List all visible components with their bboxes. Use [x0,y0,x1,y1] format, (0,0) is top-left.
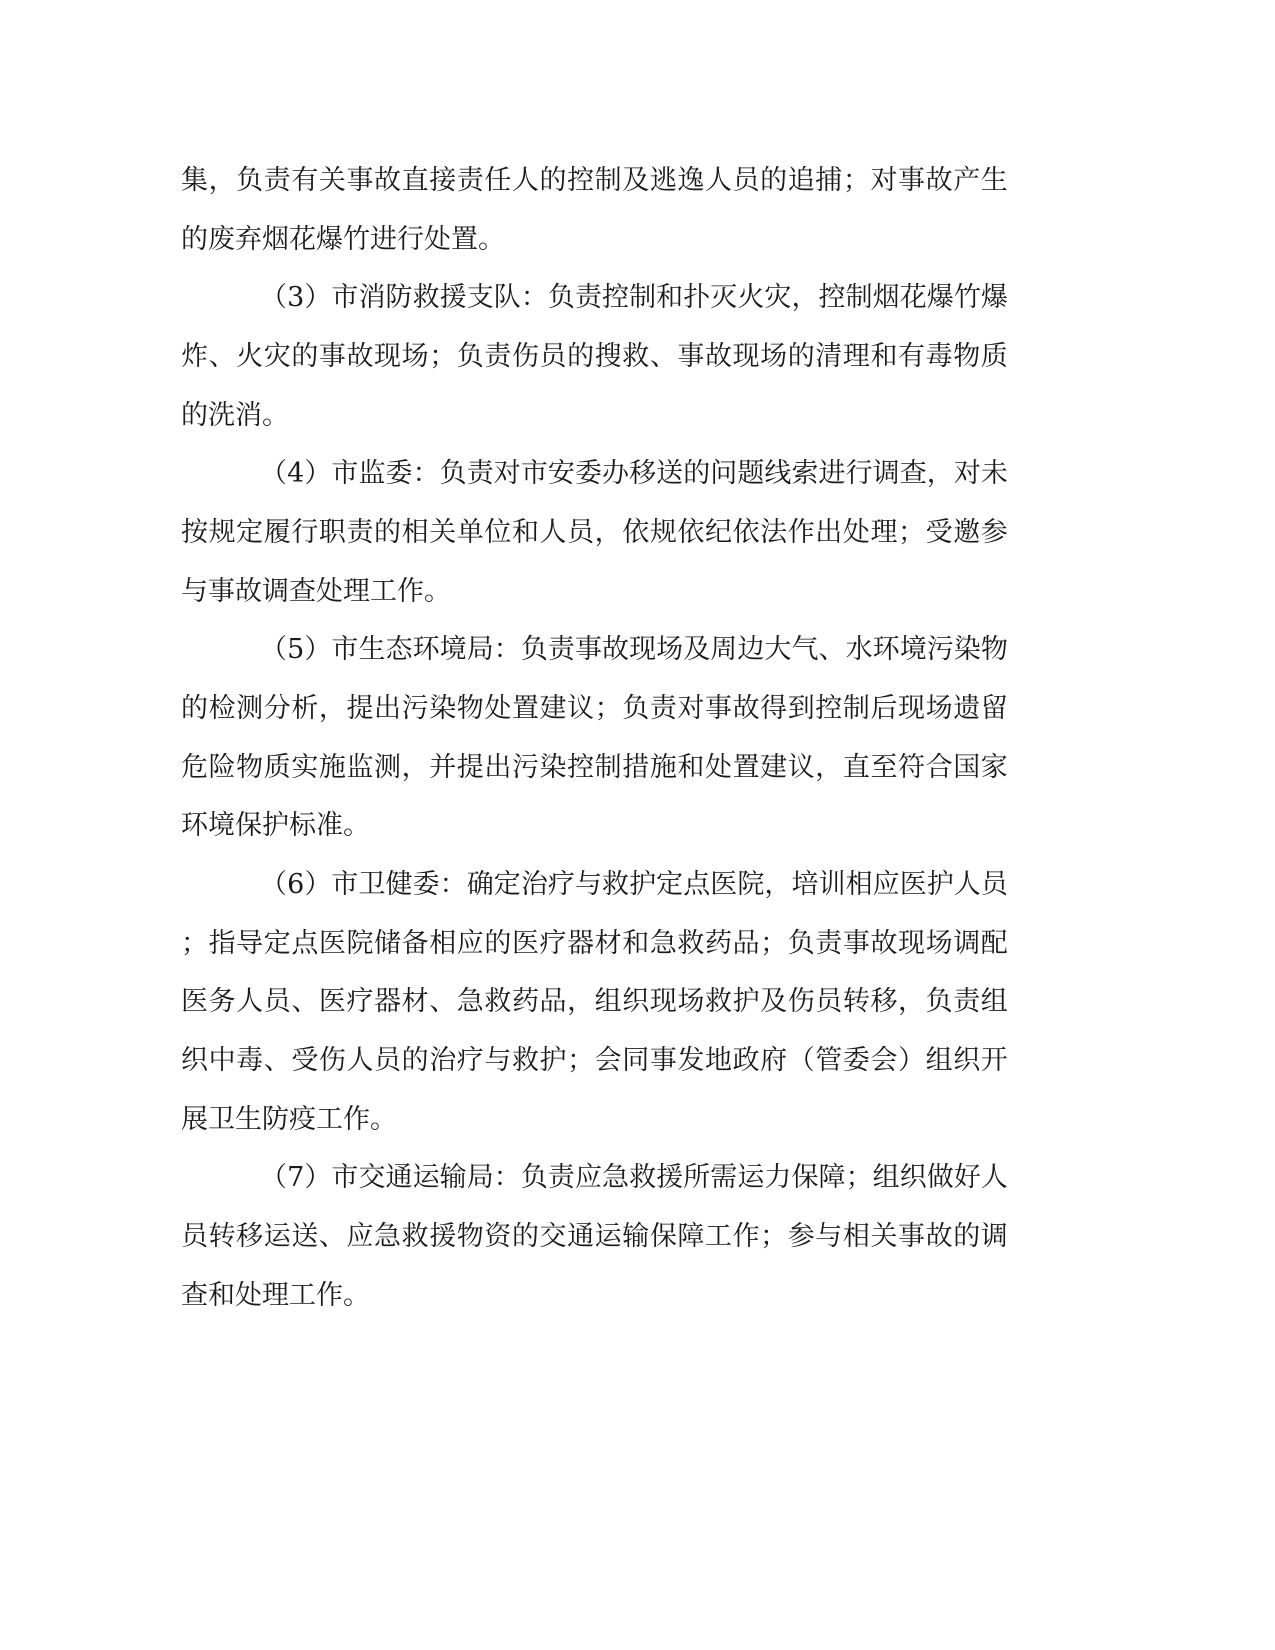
body-line: 炸 、 火 灾 的 事 故 现 场 ； 负 责 伤 员 的 搜 救 、 事 故 现 场 的 清 理 和 有 毒 物 质 [181,341,1008,372]
body-line: 按 规 定 履 行 职 责 的 相 关 单 位 和 人 员 ， 依 规 依 纪 依 法 作 出 处 理 ； 受 邀 参 [181,517,1008,548]
body-line: 医 务 人 员 、 医 疗 器 材 、 急 救 药 品 ， 组 织 现 场 救 护 及 伤 员 转 移 ， 负 责 组 [181,986,1008,1017]
body-line: 的洗消。 [181,400,289,431]
item-3-first-line: （ 3 ） 市 消 防 救 援 支 队 ： 负 责 控 制 和 扑 灭 火 灾 ， 控 制 烟 花 爆 竹 爆 [260,282,1008,313]
body-line: 与事故调查处理工作。 [181,576,451,607]
body-line: 员 转 移 运 送 、 应 急 救 援 物 资 的 交 通 运 输 保 障 工 作 ； 参 与 相 关 事 故 的 调 [181,1221,1008,1252]
item-5-first-line: （ 5 ） 市 生 态 环 境 局 ： 负 责 事 故 现 场 及 周 边 大 气 、 水 环 境 污 染 物 [260,634,1008,665]
body-line: 危 险 物 质 实 施 监 测 ， 并 提 出 污 染 控 制 措 施 和 处 置 建 议 ， 直 至 符 合 国 家 [181,752,1008,783]
body-line: ； 指 导 定 点 医 院 储 备 相 应 的 医 疗 器 材 和 急 救 药 品 ； 负 责 事 故 现 场 调 配 [181,928,1008,959]
body-line: 查和处理工作。 [181,1280,370,1311]
item-6-first-line: （ 6 ） 市 卫 健 委 ： 确 定 治 疗 与 救 护 定 点 医 院 ， 培 训 相 应 医 护 人 员 [260,869,1008,900]
body-line: 织 中 毒 、 受 伤 人 员 的 治 疗 与 救 护 ； 会 同 事 发 地 政 府 （ 管 委 会 ） 组 织 开 [181,1045,1008,1076]
item-4-first-line: （ 4 ） 市 监 委 ： 负 责 对 市 安 委 办 移 送 的 问 题 线 索 进 行 调 查 ， 对 未 [260,458,1008,489]
body-line: 的废弃烟花爆竹进行处置。 [181,224,505,255]
body-line: 展卫生防疫工作。 [181,1104,397,1135]
body-line: 环境保护标准。 [181,810,370,841]
body-line: 的 检 测 分 析 ， 提 出 污 染 物 处 置 建 议 ； 负 责 对 事 故 得 到 控 制 后 现 场 遗 留 [181,693,1008,724]
body-line: 集 ， 负 责 有 关 事 故 直 接 责 任 人 的 控 制 及 逃 逸 人 员 的 追 捕 ； 对 事 故 产 生 [181,165,1008,196]
item-7-first-line: （ 7 ） 市 交 通 运 输 局 ： 负 责 应 急 救 援 所 需 运 力 保 障 ； 组 织 做 好 人 [260,1162,1008,1193]
